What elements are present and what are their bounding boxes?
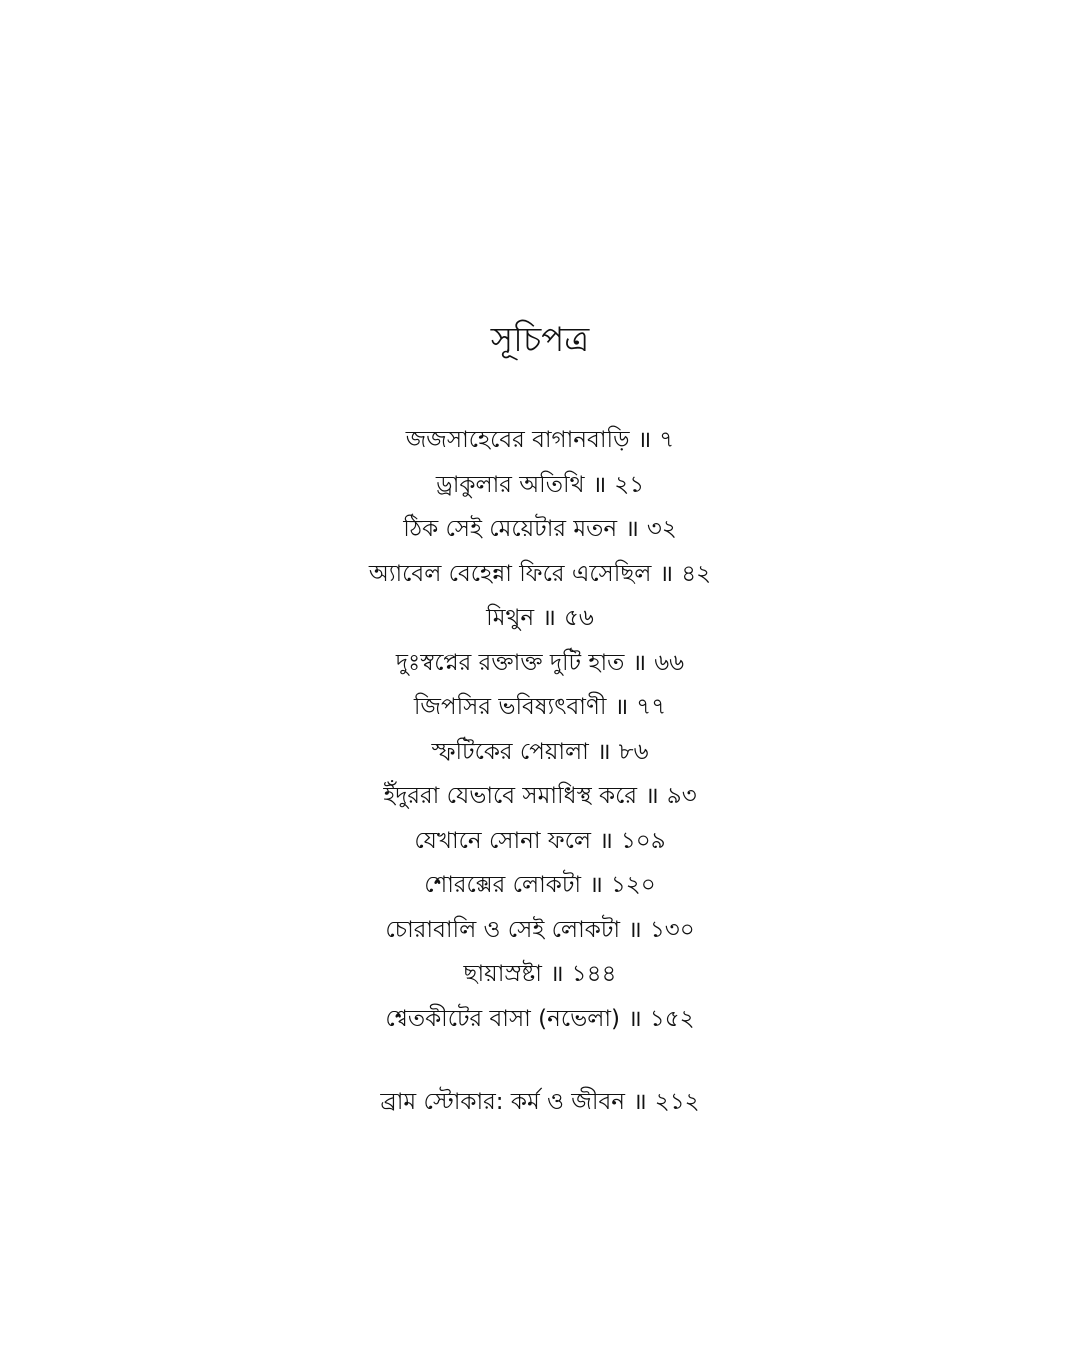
toc-entry [0, 641, 1080, 686]
toc-separator: ॥ [632, 1089, 647, 1115]
toc-separator: ॥ [659, 560, 674, 587]
toc-separator: ॥ [596, 738, 611, 765]
toc-entry-page: ৬৬ [654, 649, 685, 676]
toc-entry [0, 507, 1080, 552]
toc-separator: ॥ [542, 605, 556, 631]
toc-entry [0, 997, 1080, 1042]
toc-entry [0, 908, 1080, 953]
toc-separator: ॥ [628, 1005, 642, 1032]
toc-entry [0, 596, 1080, 641]
toc-separator: ॥ [637, 427, 652, 453]
toc-entry [0, 463, 1080, 508]
toc-entry-title: অ্যাবেল বেহেন্না ফিরে এসেছিল [368, 560, 652, 587]
toc-entry-page: ১৫২ [649, 1005, 695, 1032]
toc-title: সূচিপত্র [490, 320, 590, 360]
toc-separator: ॥ [599, 827, 613, 854]
toc-entry-page: ৩২ [646, 516, 677, 542]
toc-entry-page: ৪২ [681, 560, 712, 587]
toc-appendix-entry [0, 1080, 1080, 1124]
toc-separator: ॥ [614, 694, 629, 720]
toc-entry-page: ১৩০ [649, 916, 695, 943]
toc-entry-page: ২১ [614, 471, 645, 498]
toc-separator: ॥ [628, 916, 642, 943]
toc-entry-title: স্ফটিকের পেয়ালা [431, 738, 589, 765]
toc-entry-title: ব্রাম স্টোকার: কর্ম ও জীবন [380, 1089, 625, 1115]
toc-separator: ॥ [589, 872, 603, 898]
toc-entry [0, 685, 1080, 730]
toc-entry-title: জিপসির ভবিষ্যৎবাণী [413, 694, 607, 720]
toc-list [0, 418, 1080, 1041]
toc-entry-page: ৮৬ [618, 738, 649, 765]
toc-entry [0, 952, 1080, 997]
toc-entry [0, 730, 1080, 775]
toc-entry [0, 863, 1080, 908]
toc-separator: ॥ [592, 471, 607, 498]
toc-entry-page: ৭ [659, 427, 675, 453]
toc-entry-title: চোরাবালি ও সেই লোকটা [385, 916, 621, 943]
toc-entry-title: ড্রাকুলার অতিথি [435, 471, 585, 498]
toc-separator: ॥ [632, 649, 647, 676]
toc-separator: ॥ [549, 961, 564, 987]
toc-entry-page: ১৪৪ [571, 961, 617, 987]
toc-entry-page: ৭৭ [636, 694, 667, 720]
toc-entry [0, 552, 1080, 597]
toc-entry-title: শোরক্সের লোকটা [424, 872, 582, 898]
toc-separator: ॥ [645, 783, 659, 809]
toc-separator: ॥ [625, 516, 639, 542]
toc-entry-title: শ্বেতকীটের বাসা (নভেলা) [385, 1005, 621, 1032]
toc-entry-title: দুঃস্বপ্নের রক্তাক্ত দুটি হাত [395, 649, 625, 676]
toc-entry-title: মিথুন [486, 605, 535, 631]
toc-entry [0, 774, 1080, 819]
toc-entry-page: ৯৩ [666, 783, 697, 809]
toc-entry-page: ১০৯ [620, 827, 666, 854]
toc-entry-page: ৫৬ [563, 605, 594, 631]
toc-entry-title: ঠিক সেই মেয়েটার মতন [403, 516, 618, 542]
toc-entry-page: ২১২ [654, 1089, 700, 1115]
toc-entry-title: ইঁদুররা যেভাবে সমাধিস্থ করে [383, 783, 638, 809]
toc-entry-page: ১২০ [610, 872, 656, 898]
toc-entry-title: যেখানে সোনা ফলে [414, 827, 592, 854]
toc-entry-title: জজসাহেবের বাগানবাড়ি [405, 427, 630, 453]
toc-entry-title: ছায়াস্রষ্টা [463, 961, 542, 987]
toc-entry [0, 418, 1080, 463]
toc-entry [0, 819, 1080, 864]
